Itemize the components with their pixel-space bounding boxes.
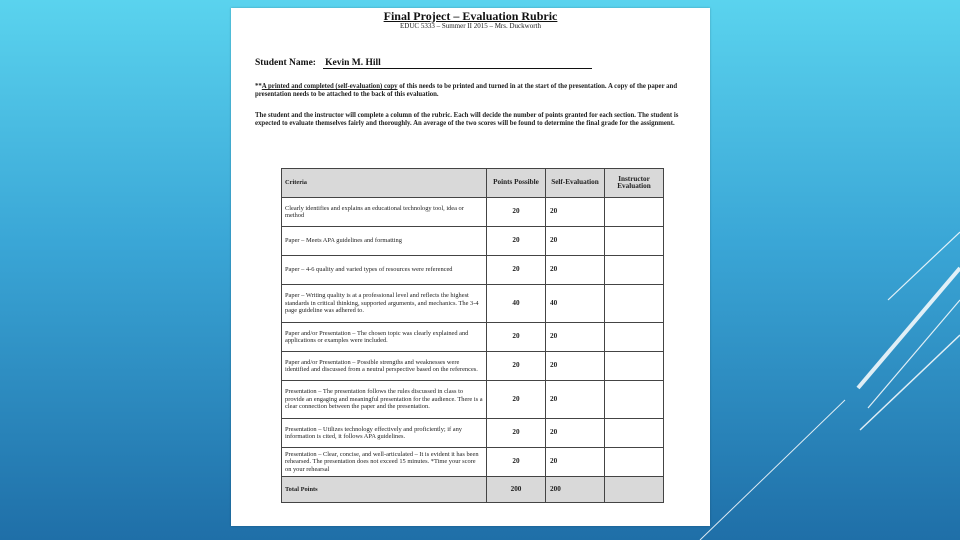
- table-row: [282, 285, 664, 323]
- instructor-evaluation-cell: [605, 381, 664, 419]
- rubric-header-row: [282, 169, 664, 198]
- grading-note-paragraph: The student and the instructor will complete a column of the rubric. Each will decide the number of points granted for each section. The student is expected to evaluate themselves fairly and thoroughly. An average of the two scores will be found to determine the final grade for the assignment.: [255, 112, 679, 128]
- student-name-line: [255, 58, 592, 69]
- points-possible-cell: 20: [487, 198, 546, 227]
- instructions-paragraph: [255, 83, 687, 99]
- points-possible-cell: 20: [487, 352, 546, 381]
- criteria-cell: Paper and/or Presentation – The chosen topic was clearly explained and applications or examples were included.: [282, 323, 487, 352]
- total-points-possible: 200: [487, 477, 546, 503]
- self-evaluation-cell: 20: [546, 227, 605, 256]
- table-row: [282, 419, 664, 448]
- instructions-prefix: **: [255, 83, 262, 90]
- points-possible-cell: 20: [487, 256, 546, 285]
- instructions-underlined: A printed and completed (self-evaluation) copy: [261, 83, 398, 90]
- table-row: [282, 448, 664, 477]
- instructor-evaluation-cell: [605, 198, 664, 227]
- header-criteria: Criteria: [282, 169, 487, 198]
- rubric-table: [281, 168, 664, 503]
- criteria-cell: Paper and/or Presentation – Possible strengths and weaknesses were identified and discussed from a neutral perspective based on the references.: [282, 352, 487, 381]
- instructor-evaluation-cell: [605, 323, 664, 352]
- table-row: [282, 381, 664, 419]
- header-instructor-evaluation: Instructor Evaluation: [605, 169, 664, 198]
- criteria-cell: Presentation – Clear, concise, and well-articulated – It is evident it has been rehearsed. The presentation does not exceed 15 minutes. *Time your score on your rehearsal: [282, 448, 487, 477]
- total-points-row: [282, 477, 664, 503]
- table-row: [282, 198, 664, 227]
- self-evaluation-cell: 20: [546, 198, 605, 227]
- student-name-label: Student Name:: [255, 58, 316, 68]
- total-instructor-evaluation: [605, 477, 664, 503]
- points-possible-cell: 20: [487, 419, 546, 448]
- student-name-text: Kevin M. Hill: [325, 58, 381, 68]
- self-evaluation-cell: 20: [546, 419, 605, 448]
- points-possible-cell: 40: [487, 285, 546, 323]
- total-points-label: Total Points: [282, 477, 487, 503]
- table-row: [282, 323, 664, 352]
- instructor-evaluation-cell: [605, 448, 664, 477]
- self-evaluation-cell: 20: [546, 256, 605, 285]
- document-subtitle: EDUC 5333 – Summer II 2015 – Mrs. Duckworth: [400, 22, 541, 30]
- criteria-cell: Paper – 4-6 quality and varied types of resources were referenced: [282, 256, 487, 285]
- instructor-evaluation-cell: [605, 419, 664, 448]
- table-row: [282, 227, 664, 256]
- criteria-cell: Presentation – The presentation follows the rules discussed in class to provide an engaging and meaningful presentation for the audience. There is a clear connection between the paper and the presentation.: [282, 381, 487, 419]
- total-self-evaluation: 200: [546, 477, 605, 503]
- header-points-possible: Points Possible: [487, 169, 546, 198]
- instructions-rest: of this needs to be printed and turned in at the start of the presentation. A copy of the paper and presentation needs to be attached to the back of this evaluation.: [255, 83, 678, 99]
- instructor-evaluation-cell: [605, 227, 664, 256]
- table-row: [282, 352, 664, 381]
- self-evaluation-cell: 20: [546, 352, 605, 381]
- instructor-evaluation-cell: [605, 285, 664, 323]
- instructor-evaluation-cell: [605, 256, 664, 285]
- self-evaluation-cell: 20: [546, 381, 605, 419]
- document-title: Final Project – Evaluation Rubric: [383, 9, 558, 23]
- points-possible-cell: 20: [487, 448, 546, 477]
- points-possible-cell: 20: [487, 227, 546, 256]
- points-possible-cell: 20: [487, 381, 546, 419]
- criteria-cell: Presentation – Utilizes technology effectively and proficiently; if any information is cited, it follows APA guidelines.: [282, 419, 487, 448]
- points-possible-cell: 20: [487, 323, 546, 352]
- table-row: [282, 256, 664, 285]
- self-evaluation-cell: 20: [546, 448, 605, 477]
- instructor-evaluation-cell: [605, 352, 664, 381]
- self-evaluation-cell: 20: [546, 323, 605, 352]
- criteria-cell: Paper – Writing quality is at a professional level and reflects the highest standards in critical thinking, supported arguments, and mechanics. The 3-4 page guideline was adhered to.: [282, 285, 487, 323]
- rubric-document-page: [231, 8, 710, 526]
- criteria-cell: Clearly identifies and explains an educational technology tool, idea or method: [282, 198, 487, 227]
- header-self-evaluation: Self-Evaluation: [546, 169, 605, 198]
- criteria-cell: Paper – Meets APA guidelines and formatting: [282, 227, 487, 256]
- self-evaluation-cell: 40: [546, 285, 605, 323]
- student-name-value: [323, 58, 592, 69]
